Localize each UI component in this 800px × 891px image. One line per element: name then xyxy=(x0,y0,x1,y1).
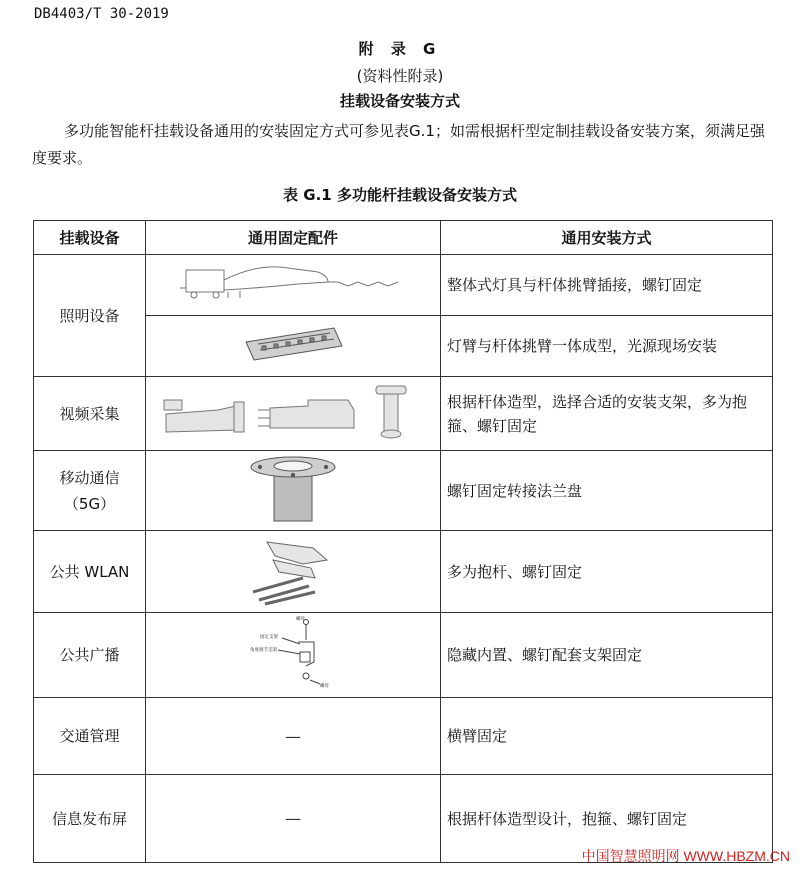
label-fixed-bracket: 固定支架 xyxy=(260,635,278,640)
method-cell: 根据杆体造型设计，抱箍、螺钉固定 xyxy=(441,775,773,863)
fitting-cell xyxy=(146,613,441,698)
device-cell: 公共广播 xyxy=(34,613,146,698)
device-cell: 照明设备 xyxy=(34,255,146,377)
fitting-cell xyxy=(146,377,441,451)
table-row xyxy=(34,531,773,613)
fitting-cell xyxy=(146,255,441,316)
table-header-row xyxy=(34,221,773,255)
label-nut-top: 螺母 xyxy=(296,617,305,622)
watermark: 中国智慧照明网 WWW.HBZM.CN xyxy=(581,848,790,864)
device-cell: 交通管理 xyxy=(34,698,146,775)
label-angle-bracket: 角度调节支架 xyxy=(250,648,277,653)
flange-plate-image xyxy=(248,453,338,525)
header-method: 通用安装方式 xyxy=(441,221,773,255)
appendix-name: 挂载设备安装方式 xyxy=(339,92,460,110)
table-row xyxy=(34,255,773,316)
led-module-image xyxy=(238,320,348,368)
device-cell: 移动通信（5G） xyxy=(34,451,146,531)
table-row xyxy=(34,451,773,531)
camera-bracket-image xyxy=(158,380,428,444)
mounting-table xyxy=(33,220,773,863)
header-device: 挂载设备 xyxy=(34,221,146,255)
device-cell: 视频采集 xyxy=(34,377,146,451)
appendix-subtitle: (资料性附录) xyxy=(356,67,444,85)
fitting-cell xyxy=(146,451,441,531)
pole-clamp-image xyxy=(243,534,343,606)
device-cell: 公共 WLAN xyxy=(34,531,146,613)
fitting-cell: — xyxy=(146,698,441,775)
header-fitting: 通用固定配件 xyxy=(146,221,441,255)
integrated-luminaire-image xyxy=(178,258,408,308)
method-cell: 横臂固定 xyxy=(441,698,773,775)
device-cell: 信息发布屏 xyxy=(34,775,146,863)
method-cell: 螺钉固定转接法兰盘 xyxy=(441,451,773,531)
speaker-bracket-diagram xyxy=(248,616,338,690)
table-row xyxy=(34,377,773,451)
label-nut-bottom: 螺母 xyxy=(320,684,329,689)
method-cell: 整体式灯具与杆体挑臂插接，螺钉固定 xyxy=(441,255,773,316)
method-cell: 多为抱杆、螺钉固定 xyxy=(441,531,773,613)
method-cell: 灯臂与杆体挑臂一体成型，光源现场安装 xyxy=(441,316,773,377)
fitting-cell: — xyxy=(146,775,441,863)
table-caption: 表 G.1 多功能杆挂载设备安装方式 xyxy=(283,186,517,204)
method-cell: 根据杆体造型，选择合适的安装支架，多为抱箍、螺钉固定 xyxy=(441,377,773,451)
table-row xyxy=(34,698,773,775)
fitting-cell xyxy=(146,531,441,613)
method-cell: 隐藏内置、螺钉配套支架固定 xyxy=(441,613,773,698)
table-row xyxy=(34,613,773,698)
appendix-title: 附 录 G xyxy=(358,40,442,58)
fitting-cell xyxy=(146,316,441,377)
intro-paragraph: 多功能智能杆挂载设备通用的安装固定方式可参见表G.1；如需根据杆型定制挂载设备安装方案，须满足强度要求。 xyxy=(32,122,765,167)
standard-code: DB4403/T 30-2019 xyxy=(34,6,169,22)
